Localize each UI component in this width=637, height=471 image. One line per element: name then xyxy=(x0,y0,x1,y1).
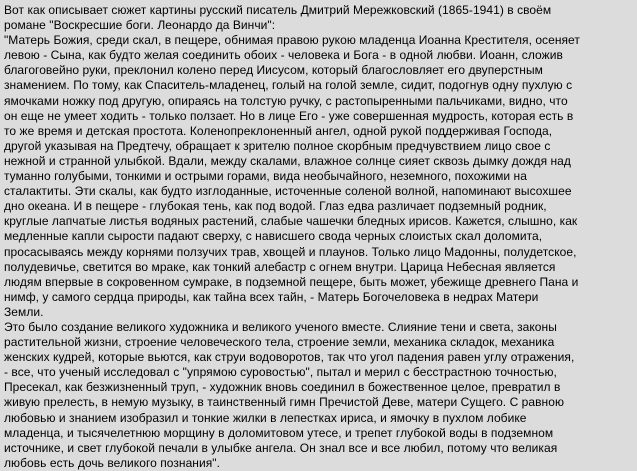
text-line: романе "Воскресшие боги. Леонардо да Винчи": xyxy=(4,18,276,33)
text-line: Пресекал, как безжизненный труп, - художник вновь соединил в божественное целое, превратил в xyxy=(4,380,561,395)
text-line: - все, что ученый исследовал с "упрямою суровостью", пытал и мерил с бесстрастною точностью, xyxy=(4,365,557,380)
text-line: левою - Сына, как будто желая соединить обоих - человека и Бога - в одной любви. Иоанн, сложив xyxy=(4,48,563,63)
text-line: медленные капли сырости падают сверху, с нависшего свода черных слоистых скал доломита, xyxy=(4,229,543,244)
text-line: он еще не умеет ходить - только ползает. Но в лице Его - уже совершенная мудрость, которая есть в xyxy=(4,108,574,123)
text-line: нимф, у самого сердца природы, как тайна всех тайн, - Матерь Богочеловека в недрах Матери xyxy=(4,289,539,304)
text-line: любовью и знанием изобразил и тонкие жилки в лепестках ириса, и ямочку в пухлом лобике xyxy=(4,410,527,425)
text-line: Земли. xyxy=(4,304,44,319)
text-line: Это было создание великого художника и великого ученого вместе. Слияние тени и света, законы xyxy=(4,319,557,334)
text-line: любовь есть дочь великого познания". xyxy=(4,455,220,470)
text-line: круглые лапчатые листья водяных растений, слабые чашечки бледных ирисов. Кажется, слышно, как xyxy=(4,214,578,229)
text-line: нежной и странной улыбкой. Вдали, между скалами, влажное солнце сияет сквозь дымку дождя над xyxy=(4,153,571,168)
text-line: просасываясь между корнями ползучих трав, хвощей и плаунов. Только лицо Мадонны, полудетское, xyxy=(4,244,577,259)
text-line: сталактиты. Эти скалы, как будто изглоданные, источенные соленой волной, напоминают высохшее xyxy=(4,184,572,199)
text-line: благоговейно руки, преклонил колено перед Иисусом, который благословляет его двуперстным xyxy=(4,63,543,78)
text-line: дно океана. И в пещере - глубокая тень, как под водой. Глаз едва различает подземный родник, xyxy=(4,199,547,214)
text-line: другой указывая на Предтечу, обращает к зрителю полное скорбным предчувствием лицо свое с xyxy=(4,138,551,153)
text-line: полудевичье, светится во мраке, как тонкий алебастр с огнем внутри. Царица Небесная является xyxy=(4,259,556,274)
text-line: живую прелесть, в немую музыку, в таинственный гимн Пречистой Деве, матери Сущего. С равною xyxy=(4,395,564,410)
text-line: людям впервые в сокровенном сумраке, в подземной пещере, быть может, убежище древнего Пана и xyxy=(4,274,579,289)
text-line: растительной жизни, строение человеческого тела, строение земли, механика складок, механика xyxy=(4,335,555,350)
text-line: туманно голубыми, тонкими и острыми горами, вида необычайного, неземного, похожими на xyxy=(4,169,527,184)
text-line: Вот как описывает сюжет картины русский писатель Дмитрий Мережковский (1865-1941) в своём xyxy=(4,3,552,17)
text-line: женских кудрей, которые вьются, как струи водоворотов, так что угол падения равен углу отражения, xyxy=(4,350,575,365)
text-line: знамением. По тому, как Спаситель-младенец, голый на голой земле, сидит, подогнув одну пухлую с xyxy=(4,78,573,93)
text-line: источнике, и свет глубокой печали в улыбке ангела. Он знал все и все любил, потому что великая xyxy=(4,440,558,455)
text-line: ямочками ножку под другую, опираясь на толстую ручку, с растопыренными пальчиками, видно, что xyxy=(4,93,568,108)
text-line: "Матерь Божия, среди скал, в пещере, обнимая правою рукою младенца Иоанна Крестителя, осеняет xyxy=(4,33,580,48)
text-line: то же время и детская простота. Коленопреклоненный ангел, одной рукой поддерживая Господа, xyxy=(4,123,553,138)
text-line: младенца, и тысячелетнюю морщину в доломитовом утесе, и трепет глубокой воды в подземном xyxy=(4,425,554,440)
